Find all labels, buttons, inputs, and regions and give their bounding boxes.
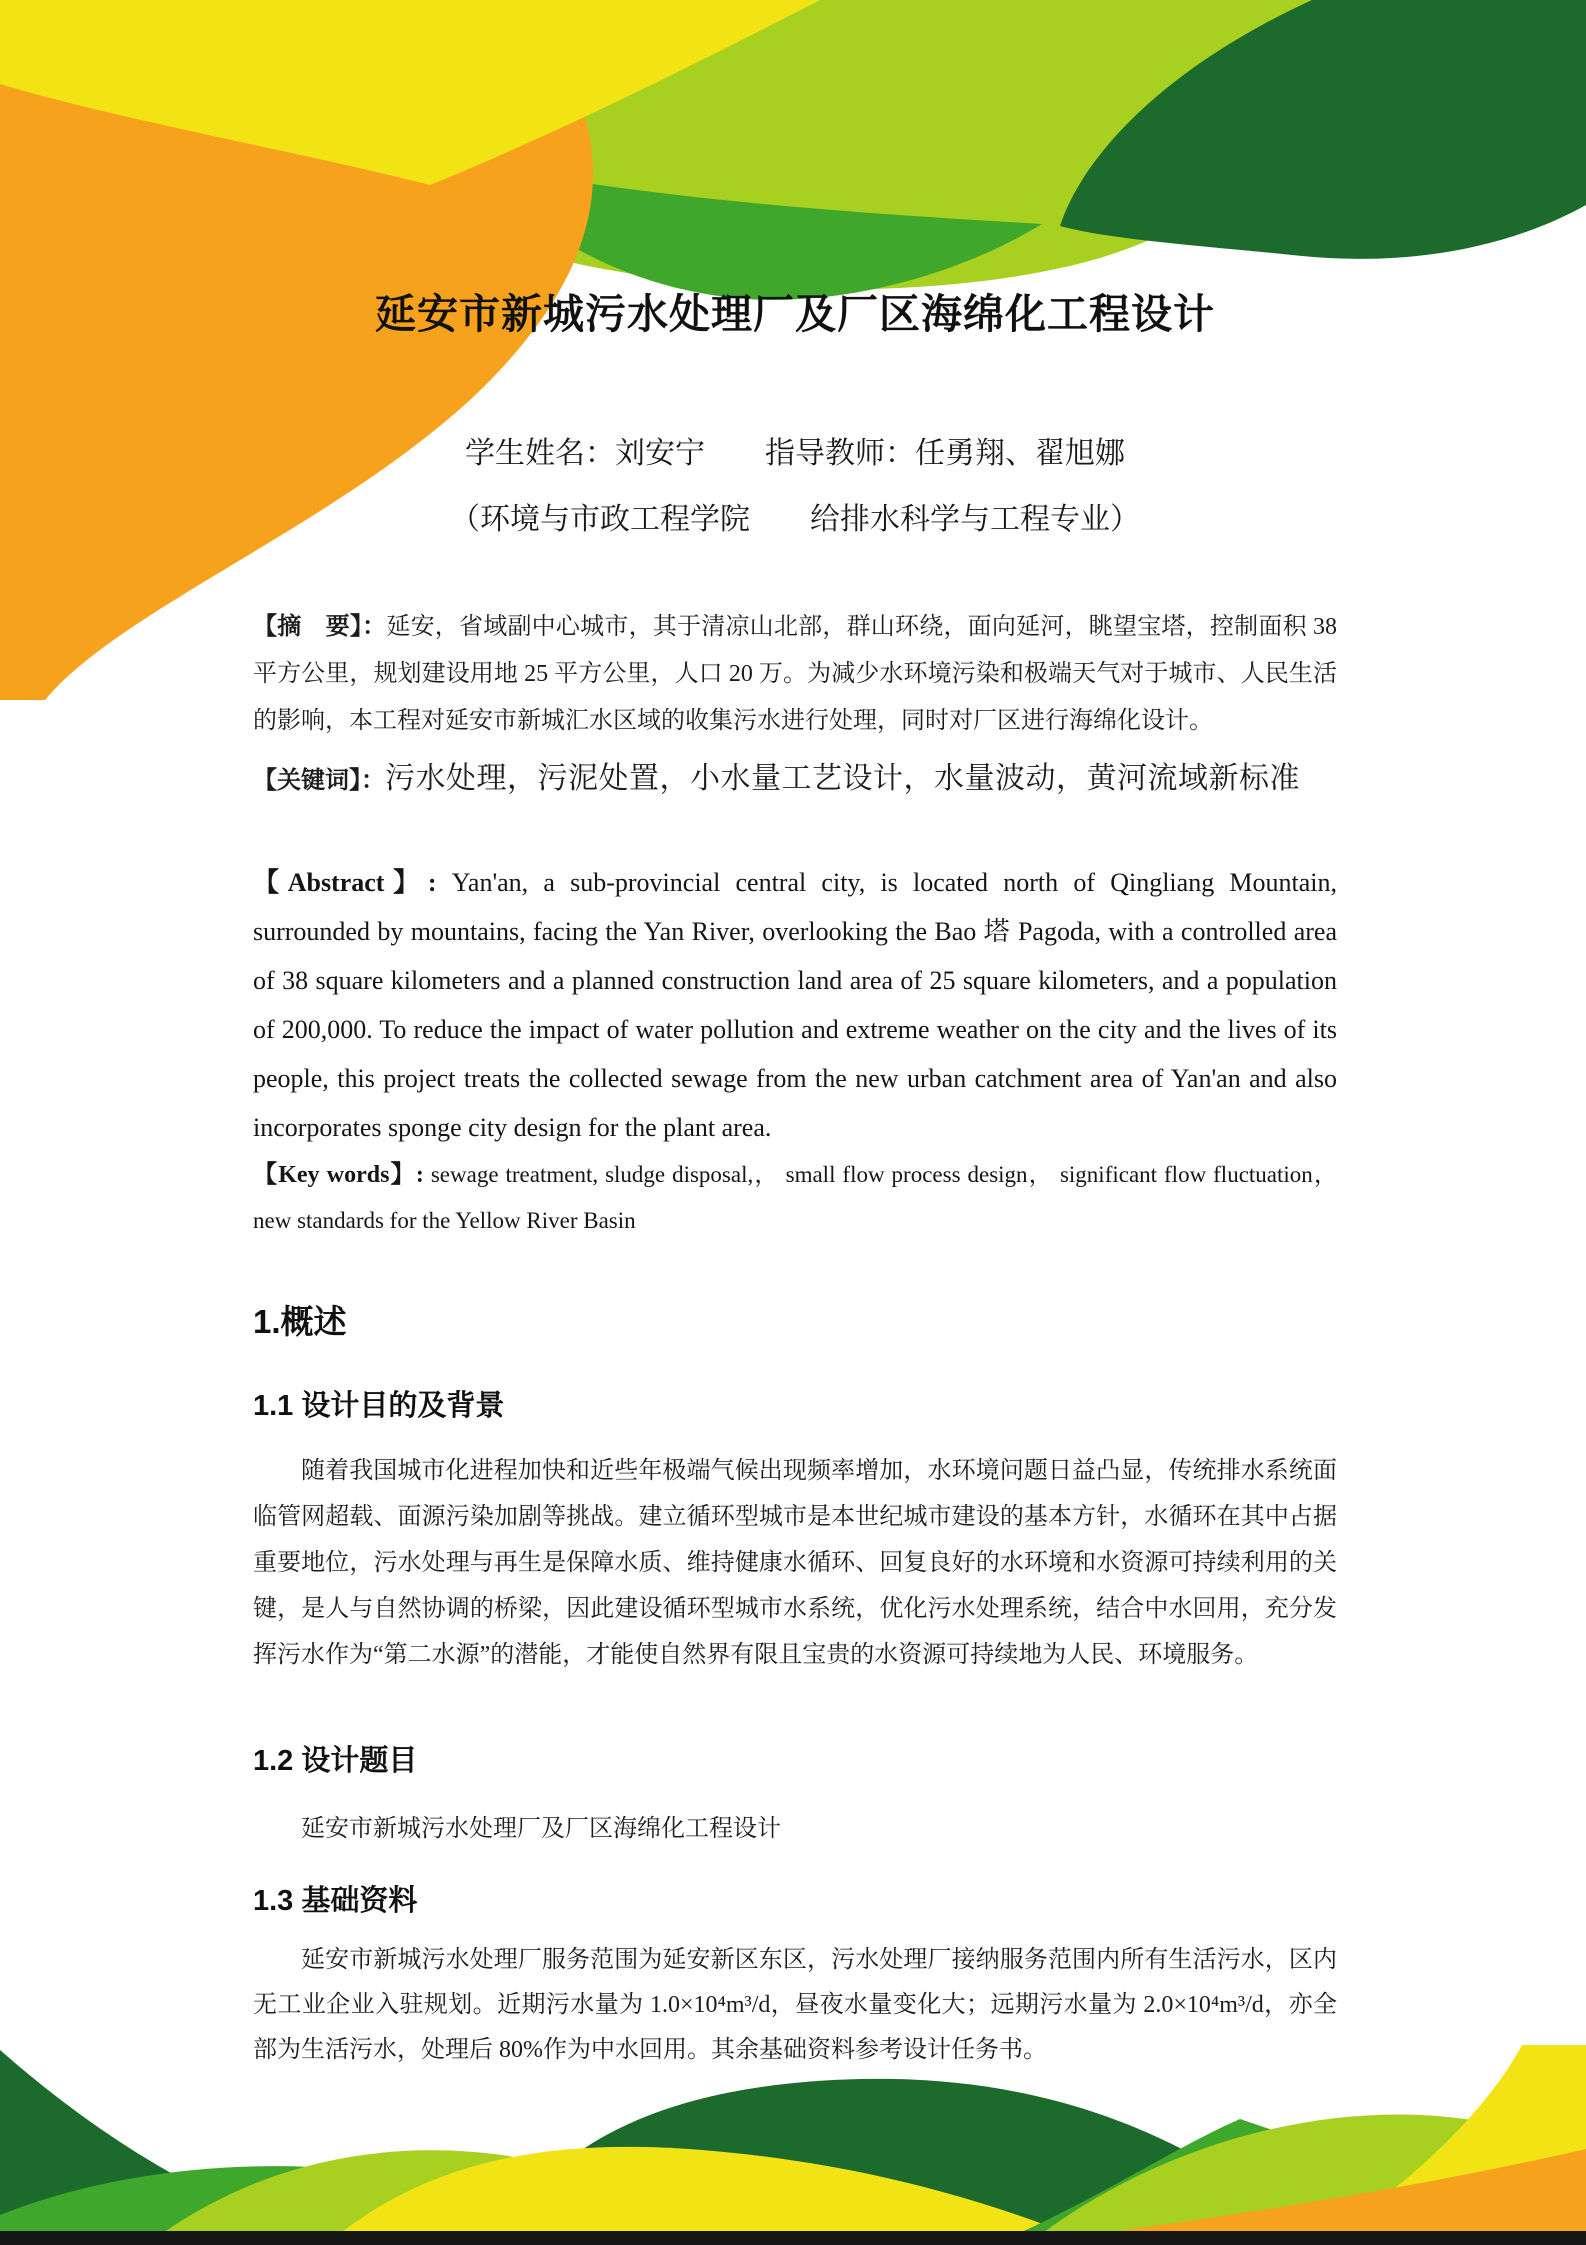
- keywords-en-text: sewage treatment, sludge disposal,， small flow process design， significant flow fluctuation， new standards for the Yellow River Basin: [253, 1162, 1338, 1233]
- bottom-decoration: [0, 2045, 1586, 2245]
- abstract-cn-text: 延安，省域副中心城市，其于清凉山北部，群山环绕，面向延河，眺望宝塔，控制面积 38 平方公里，规划建设用地 25 平方公里，人口 20 万。为减少水环境污染和极端天气对于城市、人民生活的影响，本工程对延安市新城汇水区域的收集污水进行处理，同时对厂区进行海绵化设计。: [253, 614, 1338, 734]
- student-advisor-line: 学生姓名：刘安宁 指导教师：任勇翔、翟旭娜: [465, 437, 1125, 470]
- abstract-en: [253, 858, 1337, 1152]
- abstract-cn-label: 【摘 要】：: [253, 614, 387, 640]
- keywords-en: [253, 1152, 1337, 1243]
- affiliation-line: （环境与市政工程学院 给排水科学与工程专业）: [450, 503, 1140, 536]
- section-body-purpose-background: 随着我国城市化进程加快和近些年极端气候出现频率增加，水环境问题日益凸显，传统排水系统面临管网超载、面源污染加剧等挑战。建立循环型城市是本世纪城市建设的基本方针，水循环在其中占据重要地位，污水处理与再生是保障水质、维持健康水循环、回复良好的水环境和水资源可持续利用的关键，是人与自然协调的桥梁，因此建设循环型城市水系统，优化污水处理系统，结合中水回用，充分发挥污水作为“第二水源”的潜能，才能使自然界有限且宝贵的水资源可持续地为人民、环境服务。: [253, 1458, 1337, 1668]
- section-heading-design-topic: 1.2 设计题目: [253, 1745, 418, 1777]
- keywords-cn-label: 【关键词】：: [253, 768, 385, 794]
- section-body-design-topic: 延安市新城污水处理厂及厂区海绵化工程设计: [301, 1816, 781, 1842]
- section-heading-basic-data: 1.3 基础资料: [253, 1885, 418, 1917]
- footer-bar: [0, 2231, 1586, 2245]
- abstract-en-label: 【Abstract】:: [253, 868, 437, 897]
- abstract-cn: [253, 604, 1337, 745]
- section-heading-overview: 1.概述: [253, 1303, 347, 1340]
- abstract-en-text: Yan'an, a sub-provincial central city, is located north of Qingliang Mountain, surrounded by mountains, facing the Yan River, overlooking the Bao 塔 Pagoda, with a controlled area of 38 square kilometers and a planned construction land area of 25 square kilometers, and a population of 200,000. To reduce the impact of water pollution and extreme weather on the city and the lives of its people, this project treats the collected sewage from the new urban catchment area of Yan'an and also incorporates sponge city design for the plant area.: [253, 868, 1337, 1142]
- page-title: 延安市新城污水处理厂及厂区海绵化工程设计: [375, 291, 1215, 337]
- keywords-cn: [253, 757, 1337, 803]
- section-heading-purpose-background: 1.1 设计目的及背景: [253, 1390, 505, 1422]
- section-body-basic-data: 延安市新城污水处理厂服务范围为延安新区东区，污水处理厂接纳服务范围内所有生活污水，区内无工业企业入驻规划。近期污水量为 1.0×10⁴m³/d，昼夜水量变化大；远期污水量为 2.0×10⁴m³/d，亦全部为生活污水，处理后 80%作为中水回用。其余基础资料参考设计任务书。: [253, 1947, 1337, 2063]
- keywords-en-label: 【Key words】:: [253, 1162, 424, 1188]
- top-decoration: [0, 0, 1586, 700]
- keywords-cn-text: 污水处理，污泥处置，小水量工艺设计，水量波动，黄河流域新标准: [385, 762, 1300, 795]
